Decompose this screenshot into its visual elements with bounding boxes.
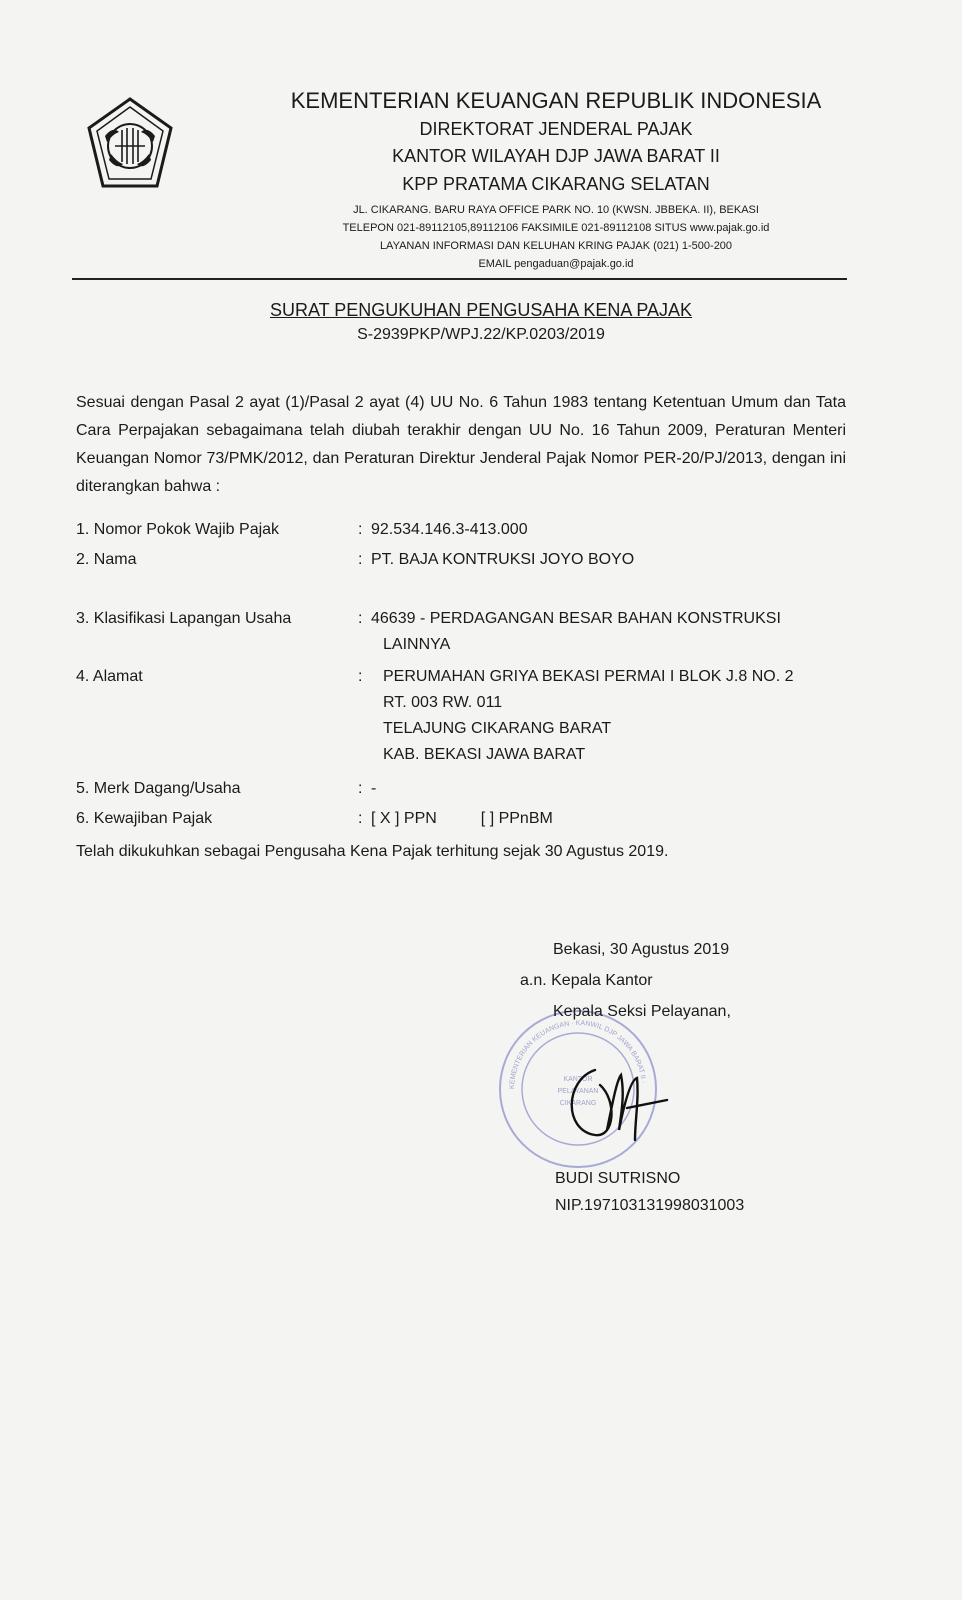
field-colon: : <box>358 810 363 827</box>
signature-place-date: Bekasi, 30 Agustus 2019 <box>553 941 730 958</box>
field-name-label: 2. Nama <box>76 551 137 568</box>
field-klu-value-line-1: 46639 - PERDAGANGAN BESAR BAHAN KONSTRUKSI <box>371 610 781 627</box>
field-address-value <box>371 664 883 768</box>
field-klu-value <box>371 606 871 658</box>
signer-nip: NIP.197103131998031003 <box>555 1197 745 1214</box>
field-tax-obligation-value <box>371 806 871 832</box>
field-klu-label: 3. Klasifikasi Lapangan Usaha <box>76 610 292 627</box>
field-brand-label: 5. Merk Dagang/Usaha <box>76 780 241 797</box>
office-service-line: LAYANAN INFORMASI DAN KELUHAN KRING PAJAK (021) 1-500-200 <box>379 240 733 252</box>
field-klu-value-line-2: LAINNYA <box>383 636 451 653</box>
stamp-ring-text: KEMENTERIAN KEUANGAN · KANWIL DJP JAWA BARAT II · <box>508 1019 647 1090</box>
address-line-3: TELAJUNG CIKARANG BARAT <box>383 720 612 737</box>
field-npwp-value: 92.534.146.3-413.000 <box>371 521 528 538</box>
stamp-center-line-3: CIKARANG <box>559 1100 597 1107</box>
field-address-label: 4. Alamat <box>76 668 143 685</box>
ppn-checkbox: [ X ] PPN <box>371 810 437 827</box>
document-title-text: SURAT PENGUKUHAN PENGUSAHA KENA PAJAK <box>269 300 693 320</box>
address-line-2: RT. 003 RW. 011 <box>383 694 503 711</box>
regional-office-name: KANTOR WILAYAH DJP JAWA BARAT II <box>392 146 720 166</box>
field-colon: : <box>358 551 363 568</box>
office-email: EMAIL pengaduan@pajak.go.id <box>478 258 634 270</box>
field-tax-obligation-label: 6. Kewajiban Pajak <box>76 810 213 827</box>
header-divider <box>72 278 847 280</box>
ppnbm-checkbox: [ ] PPnBM <box>480 810 553 827</box>
stamp-center-line-1: KANTOR <box>563 1076 593 1083</box>
field-colon: : <box>358 668 363 685</box>
tax-office-name: KPP PRATAMA CIKARANG SELATAN <box>402 174 710 194</box>
signature-on-behalf: a.n. Kepala Kantor <box>520 972 653 989</box>
stamp-center-line-2: PELAYANAN <box>557 1088 599 1095</box>
field-brand-value: - <box>371 780 377 797</box>
field-npwp-label: 1. Nomor Pokok Wajib Pajak <box>76 521 280 538</box>
document-title <box>0 300 962 321</box>
field-colon: : <box>358 610 363 627</box>
confirmation-statement: Telah dikukuhkan sebagai Pengusaha Kena Pajak terhitung sejak 30 Agustus 2019. <box>76 843 669 860</box>
ministry-name: KEMENTERIAN KEUANGAN REPUBLIK INDONESIA <box>290 88 822 113</box>
signer-name: BUDI SUTRISNO <box>555 1170 681 1187</box>
field-colon: : <box>358 780 363 797</box>
field-colon: : <box>358 521 363 538</box>
field-name-value: PT. BAJA KONTRUKSI JOYO BOYO <box>371 551 635 568</box>
address-line-1: PERUMAHAN GRIYA BEKASI PERMAI I BLOK J.8 NO. 2 <box>383 668 794 685</box>
signature-role: Kepala Seksi Pelayanan, <box>553 1003 731 1020</box>
directorate-name: DIREKTORAT JENDERAL PAJAK <box>419 119 693 139</box>
address-line-4: KAB. BEKASI JAWA BARAT <box>383 746 586 763</box>
office-address: JL. CIKARANG. BARU RAYA OFFICE PARK NO. 10 (KWSN. JBBEKA. II), BEKASI <box>353 204 759 216</box>
document-number: S-2939PKP/WPJ.22/KP.0203/2019 <box>357 326 605 343</box>
office-phone: TELEPON 021-89112105,89112106 FAKSIMILE 021-89112108 SITUS www.pajak.go.id <box>342 222 770 234</box>
intro-paragraph: Sesuai dengan Pasal 2 ayat (1)/Pasal 2 ayat (4) UU No. 6 Tahun 1983 tentang Ketentuan Umum dan Tata Cara Perpajakan sebagaimana telah diubah terakhir dengan UU No. 16 Tahun 2009, Peraturan Menteri Keuangan Nomor 73/PMK/2012, dan Peraturan Direktur Jenderal Pajak Nomor PER-20/PJ/2013, dengan ini diterangkan bahwa : <box>76 394 846 495</box>
handwritten-signature <box>555 1040 675 1150</box>
